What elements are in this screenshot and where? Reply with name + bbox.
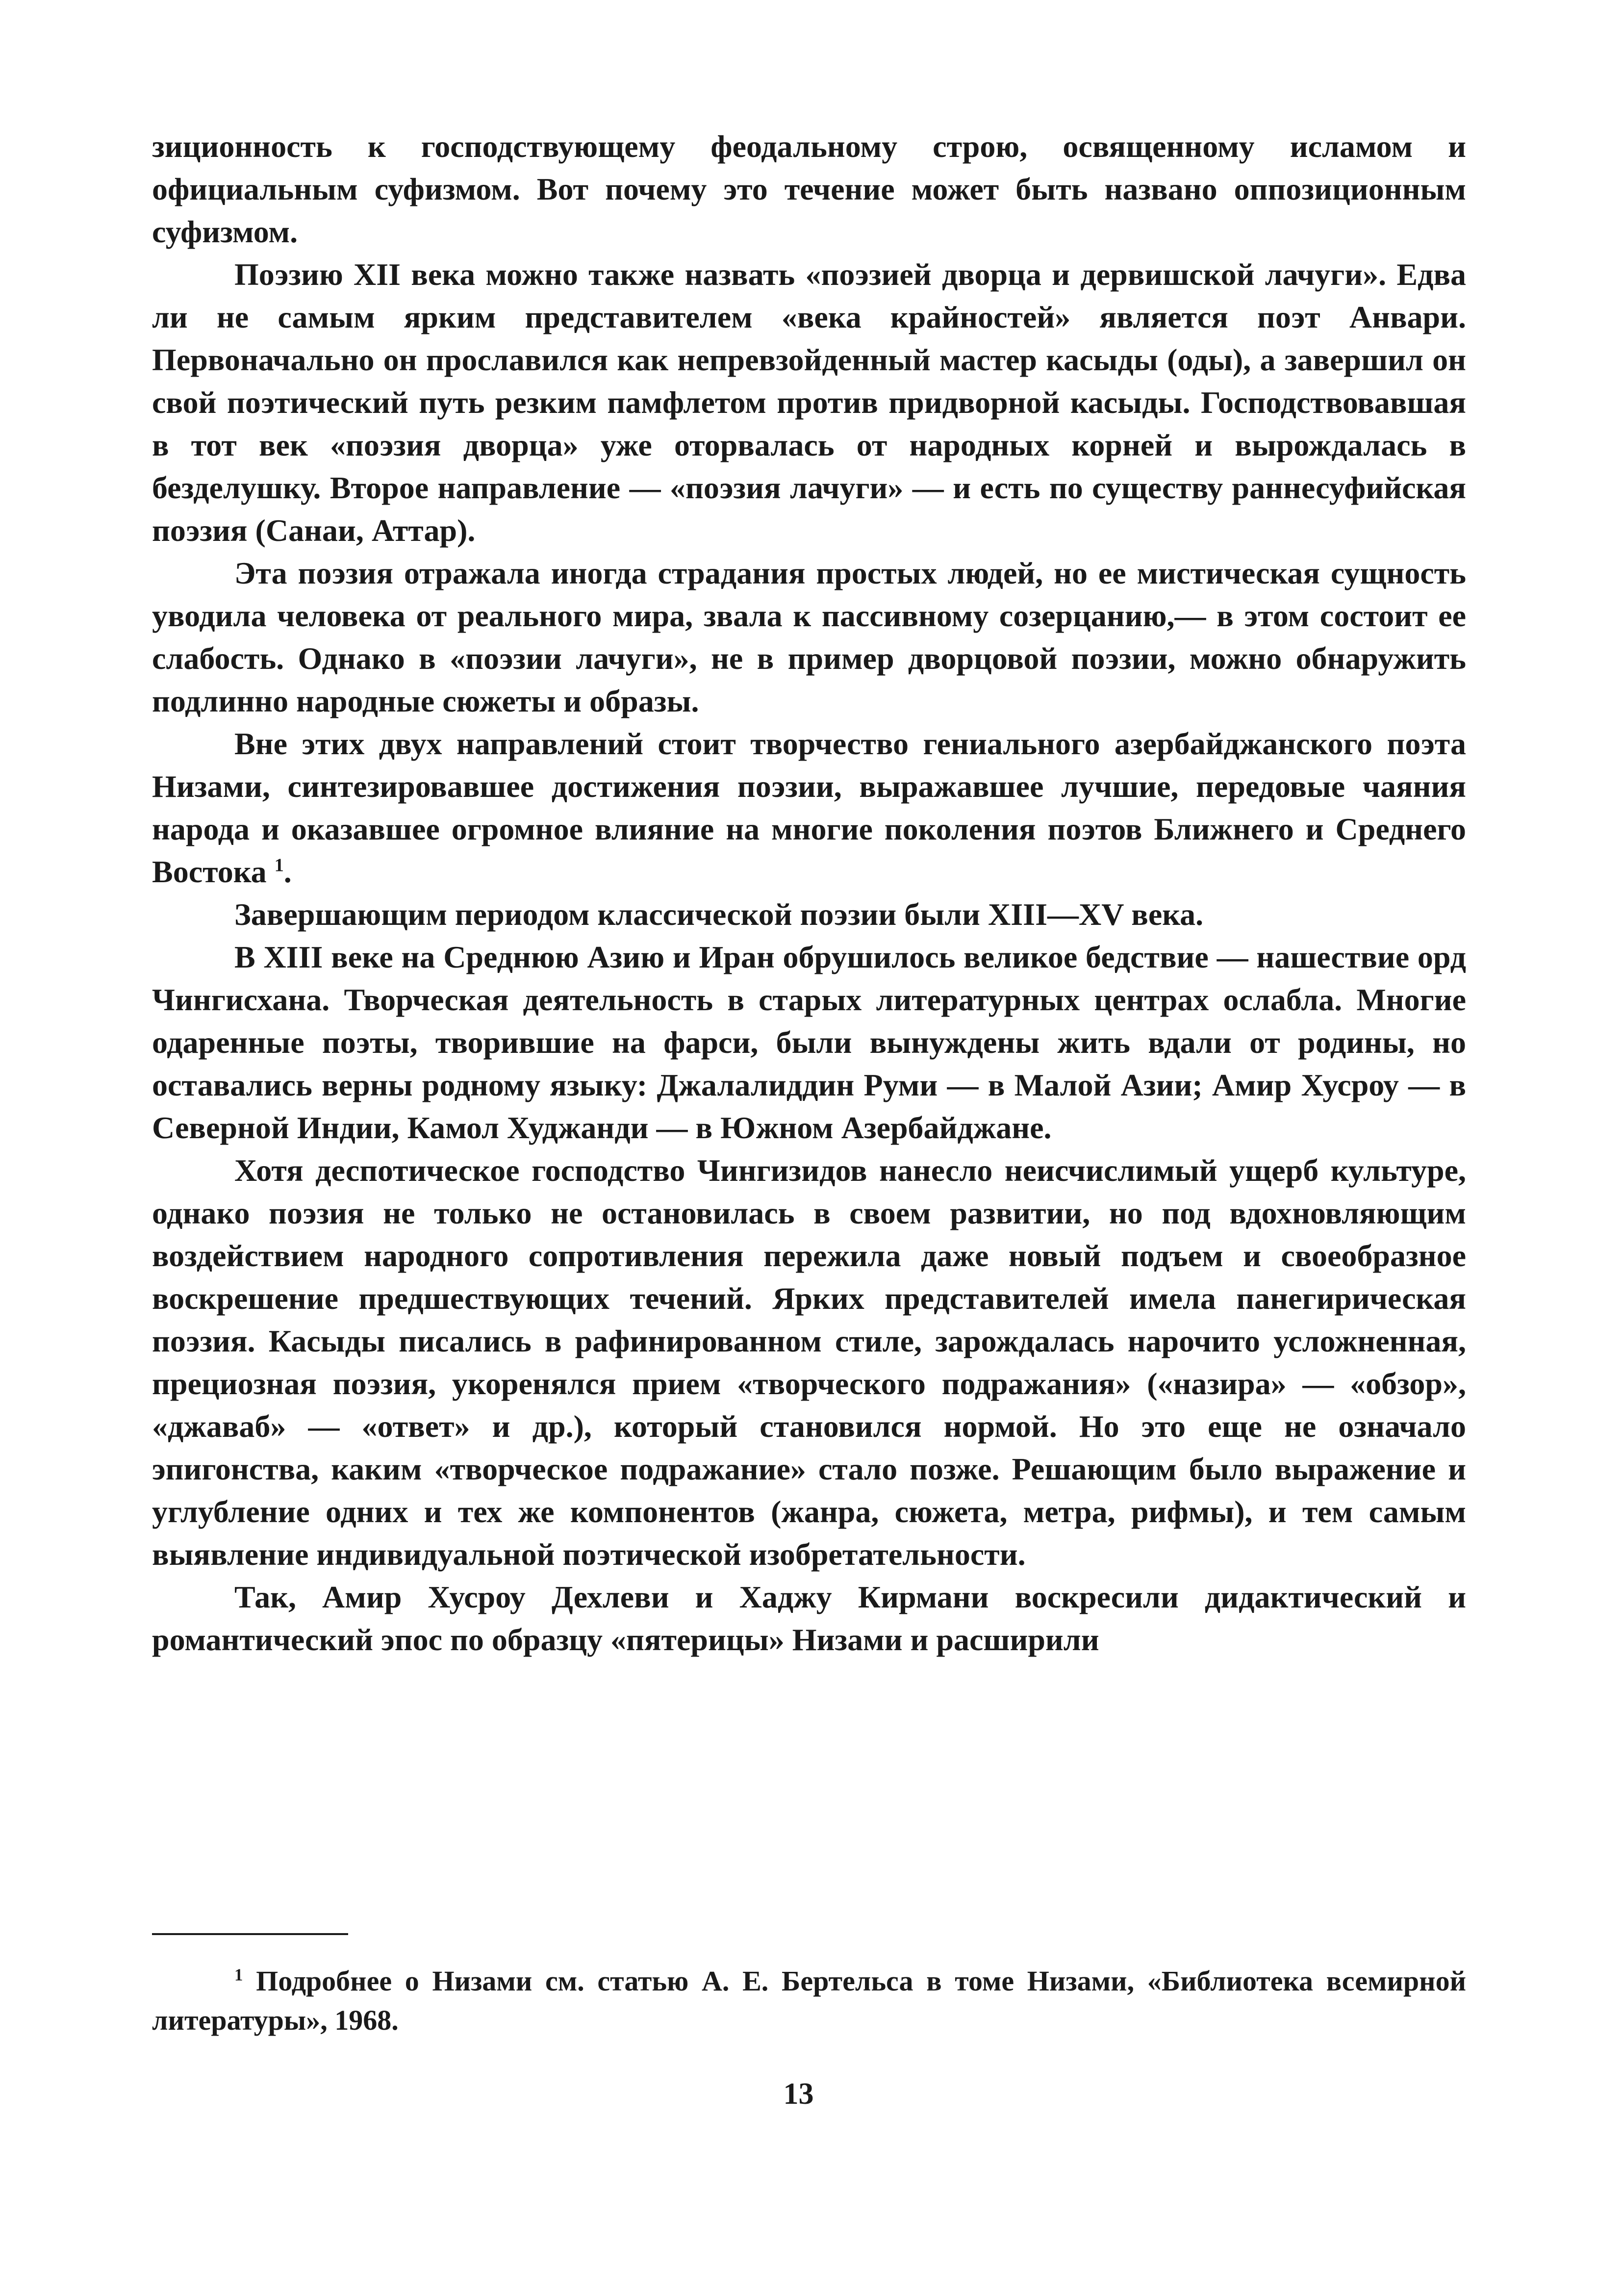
page-number: 13 [783,2077,814,2111]
footnote-reference: 1 [274,855,284,876]
footnote-marker: 1 [234,1965,243,1985]
paragraph: Завершающим периодом классической поэзии были XIII—XV века. [234,897,1204,932]
footnote-text: Подробнее о Низами см. статью А. Е. Бертельса в томе Низами, «Библиотека всемирной литературы», 1968. [152,1965,1467,2036]
paragraph-text: Вне этих двух направлений стоит творчество гениального азербайджанского поэта Низами, синтезировавшее достижения поэзии, выражавшее лучшие, передовые чаяния народа и оказавшее огромное влияние на многие поколения поэтов Ближнего и Среднего Востока [152,726,1466,889]
footnote-divider [152,1933,348,1935]
paragraph [152,722,1466,893]
paragraph: Хотя деспотическое господство Чингизидов нанесло неисчислимый ущерб культуре, однако поэзия не только не остановилась в своем развитии, но под вдохновляющим воздействием народного сопротивления пережила даже новый подъем и своеобразное воскрешение предшествующих течений. Ярких представителей имела панегирическая поэзия. Касыды писались в рафинированном стиле, зарождалась нарочито усложненная, прециозная поэзия, укоренялся прием «творческого подражания» («назира» — «обзор», «джаваб» — «ответ» и др.), который становился нормой. Но это еще не означало эпигонства, каким «творческое подражание» стало позже. Решающим было выражение и углубление одних и тех же компонентов (жанра, сюжета, метра, рифмы), и тем самым выявление индивидуальной поэтической изобретательности. [152,1153,1466,1572]
paragraph: В XIII веке на Среднюю Азию и Иран обрушилось великое бедствие — нашествие орд Чингисхана. Творческая деятельность в старых литературных центрах ослабла. Многие одаренные поэты, творившие на фарси, были вынуждены жить вдали от родины, но оставались верны родному языку: Джалалиддин Руми — в Малой Азии; Амир Хусроу — в Северной Индии, Камол Худжанди — в Южном Азербайджане. [152,940,1466,1145]
paragraph: зиционность к господствующему феодальному строю, освященному исламом и официальным суфизмом. Вот почему это течение может быть названо оппозиционным суфизмом. [152,129,1466,249]
paragraph: Эта поэзия отражала иногда страдания простых людей, но ее мистическая сущность уводила человека от реального мира, звала к пассивному созерцанию,— в этом состоит ее слабость. Однако в «поэзии лачуги», не в пример дворцовой поэзии, можно обнаружить подлинно народные сюжеты и образы. [152,556,1466,718]
page-body [152,125,1466,1661]
paragraph: Поэзию XII века можно также назвать «поэзией дворца и дервишской лачуги». Едва ли не самым ярким представителем «века крайностей» является поэт Анвари. Первоначально он прославился как непревзойденный мастер касыды (оды), а завершил он свой поэтический путь резким памфлетом против придворной касыды. Господствовавшая в тот век «поэзия дворца» уже оторвалась от народных корней и вырождалась в безделушку. Второе направление — «поэзия лачуги» — и есть по существу раннесуфийская поэзия (Санаи, Аттар). [152,257,1466,548]
paragraph: Так, Амир Хусроу Дехлеви и Хаджу Кирмани воскресили дидактический и романтический эпос по образцу «пятерицы» Низами и расширили [152,1580,1466,1657]
paragraph-end: . [283,854,292,889]
footnote [152,1962,1466,2040]
